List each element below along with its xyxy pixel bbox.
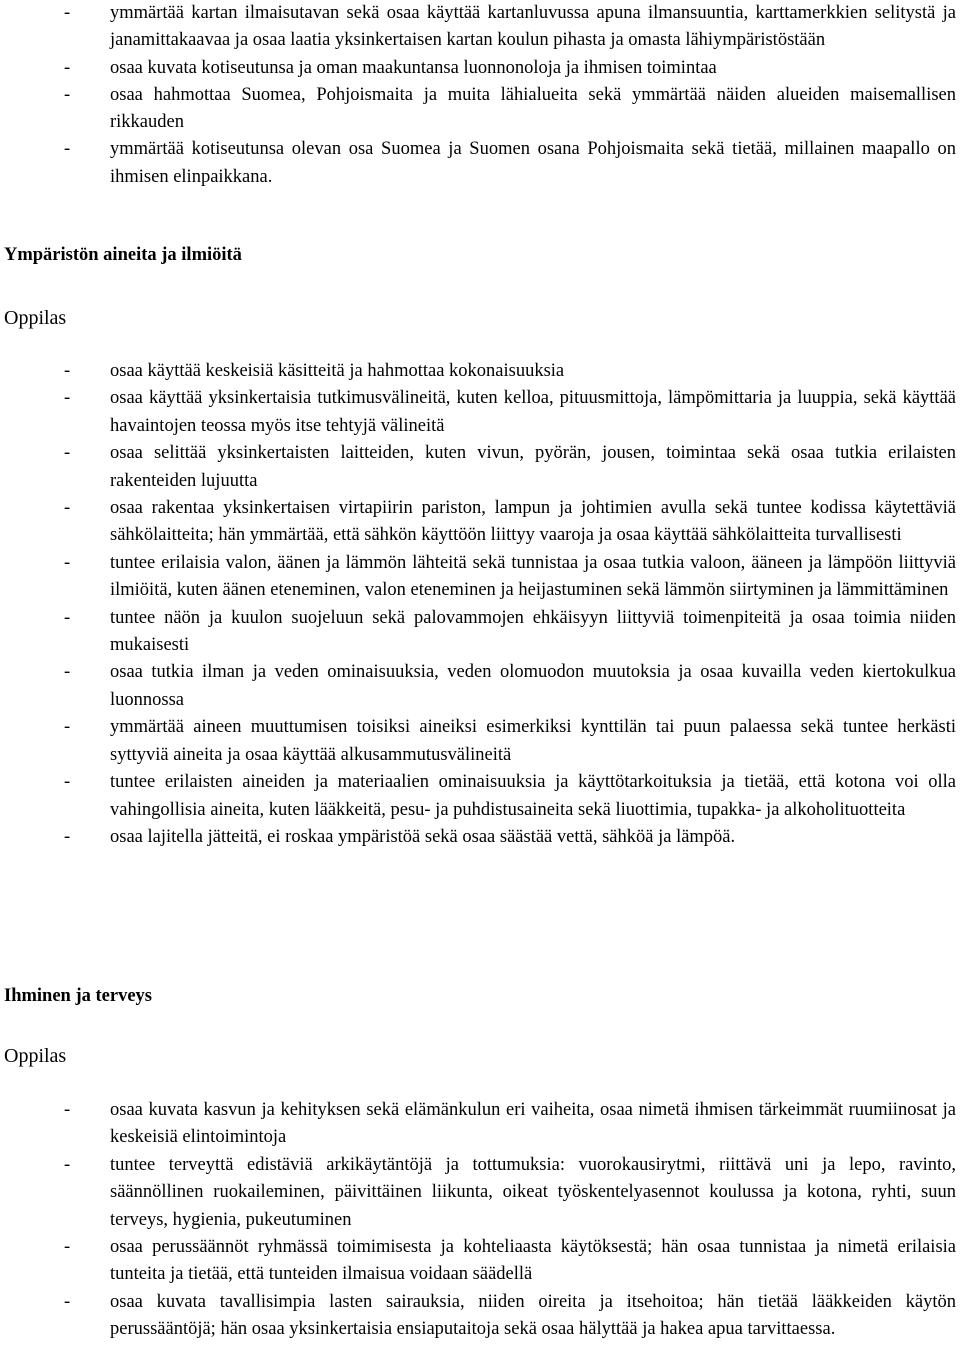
list-item-text: osaa kuvata tavallisimpia lasten sairauksia, niiden oireita ja itsehoitoa; hän tietää lääkkeiden käytön perussääntöjä; hän osaa yksinkertaisia ensiaputaitoja sekä osaa hälyttää ja hakea apua tarvittaessa. (110, 1291, 956, 1340)
list-item (0, 769, 960, 824)
list-item-text: tuntee näön ja kuulon suojeluun sekä palovammojen ehkäisyyn liittyviä toimenpiteitä ja osaa toimia niiden mukaisesti (110, 607, 956, 656)
list-bullet: - (64, 84, 71, 105)
list-item (0, 385, 960, 440)
list-item (0, 0, 960, 55)
list-item (0, 440, 960, 495)
list-item-text: tuntee terveyttä edistäviä arkikäytäntöjä ja tottumuksia: vuorokausirytmi, riittävä uni ja lepo, ravinto, säännöllinen ruokaileminen, päivittäinen liikunta, oikeat työskentelyasennot koulussa ja kotona, ryhti, suun terveys, hygienia, pukeutuminen (110, 1154, 956, 1230)
list-item-text: osaa käyttää keskeisiä käsitteitä ja hahmottaa kokonaisuuksia (110, 361, 565, 381)
list-item (0, 358, 960, 385)
list-bullet: - (64, 662, 71, 683)
list-item-text: osaa perussäännöt ryhmässä toimimisesta ja kohteliaasta käytöksestä; hän osaa tunnistaa ja nimetä erilaisia tunteita ja tietää, että tunteiden ilmaisua voidaan säädellä (110, 1237, 956, 1285)
list-item (0, 1289, 960, 1344)
list-item (0, 1097, 960, 1152)
list-item-text: osaa hahmottaa Suomea, Pohjoismaita ja muita lähialueita sekä ymmärtää näiden alueiden maisemallisen rikkauden (110, 84, 956, 133)
objectives-list-geography (0, 0, 960, 191)
list-bullet: - (64, 1291, 71, 1312)
list-item-text: ymmärtää aineen muuttumisen toisiksi aineiksi esimerkiksi kynttilän tai puun palaessa sekä tuntee herkästi syttyviä aineita ja osaa käyttää alkusammutusvälineitä (110, 717, 956, 765)
list-bullet: - (64, 139, 71, 160)
list-item-text: osaa kuvata kasvun ja kehityksen sekä elämänkulun eri vaiheita, osaa nimetä ihmisen tärkeimmät ruumiinosat ja keskeisiä elintoimintoja (110, 1100, 956, 1148)
list-bullet: - (64, 552, 71, 573)
list-item (0, 82, 960, 137)
objectives-list-environment (0, 358, 960, 851)
list-bullet: - (64, 443, 71, 464)
list-item-text: tuntee erilaisia valon, äänen ja lämmön lähteitä sekä tunnistaa ja osaa tutkia valoon, ääneen ja lämpöön liittyviä ilmiöitä, kuten äänen eteneminen, valon eteneminen ja heijastuminen sekä lämmön siirtyminen ja lämmittäminen (110, 552, 956, 601)
list-item-text: osaa lajitella jätteitä, ei roskaa ympäristöä sekä osaa säästää vettä, sähköä ja lämpöä. (110, 826, 736, 847)
list-bullet: - (64, 388, 71, 409)
list-item-text: tuntee erilaisten aineiden ja materiaalien ominaisuuksia ja käyttötarkoituksia ja tietää, että kotona voi olla vahingollisia aineita, kuten lääkkeitä, pesu- ja puhdistusaineita sekä liuottimia, tupakka- ja alkoholituotteita (110, 772, 956, 820)
section-role-label: Oppilas (4, 1045, 67, 1067)
list-item (0, 714, 960, 769)
list-item (0, 55, 960, 82)
list-item (0, 550, 960, 605)
section-heading-environment: Ympäristön aineita ja ilmiöitä (4, 245, 242, 265)
list-item (0, 605, 960, 660)
list-bullet: - (64, 361, 71, 381)
list-item (0, 1234, 960, 1289)
list-item-text: ymmärtää kotiseutunsa olevan osa Suomea ja Suomen osana Pohjoismaita sekä tietää, millainen maapallo on ihmisen elinpaikkana. (110, 139, 956, 187)
list-item (0, 136, 960, 191)
list-item-text: osaa kuvata kotiseutunsa ja oman maakuntansa luonnonoloja ja ihmisen toimintaa (110, 57, 717, 78)
list-bullet: - (64, 1100, 71, 1120)
list-bullet: - (64, 717, 71, 738)
list-item (0, 1152, 960, 1234)
list-item-text: osaa tutkia ilman ja veden ominaisuuksia, veden olomuodon muutoksia ja osaa kuvailla veden kiertokulkua luonnossa (110, 662, 956, 710)
list-bullet: - (64, 57, 71, 78)
list-bullet: - (64, 772, 71, 793)
list-item (0, 659, 960, 714)
list-bullet: - (64, 3, 71, 23)
list-item (0, 824, 960, 851)
list-item-text: ymmärtää kartan ilmaisutavan sekä osaa käyttää kartanluvussa apuna ilmansuuntia, karttamerkkien selitystä ja janamittakaavaa ja osaa laatia yksinkertaisen kartan koulun pihasta ja omasta lähiympäristöstään (110, 3, 956, 51)
list-item (0, 495, 960, 550)
section-role-label: Oppilas (4, 307, 67, 329)
list-bullet: - (64, 826, 71, 847)
objectives-list-health (0, 1097, 960, 1344)
list-bullet: - (64, 1154, 71, 1175)
section-heading-health: Ihminen ja terveys (4, 986, 152, 1006)
list-bullet: - (64, 1237, 71, 1258)
list-bullet: - (64, 607, 71, 628)
list-item-text: osaa käyttää yksinkertaisia tutkimusvälineitä, kuten kelloa, pituusmittoja, lämpömittaria ja luuppia, sekä käyttää havaintojen teossa myös itse tehtyjä välineitä (110, 388, 956, 436)
list-bullet: - (64, 498, 71, 519)
list-item-text: osaa selittää yksinkertaisten laitteiden, kuten vivun, pyörän, jousen, toimintaa sekä osaa tutkia erilaisten rakenteiden lujuutta (110, 443, 956, 491)
list-item-text: osaa rakentaa yksinkertaisen virtapiirin pariston, lampun ja johtimien avulla sekä tuntee kodissa käytettäviä sähkölaitteita; hän ymmärtää, että sähkön käyttöön liittyy vaaroja ja osaa käyttää sähkölaitteita turvallisesti (110, 498, 956, 546)
